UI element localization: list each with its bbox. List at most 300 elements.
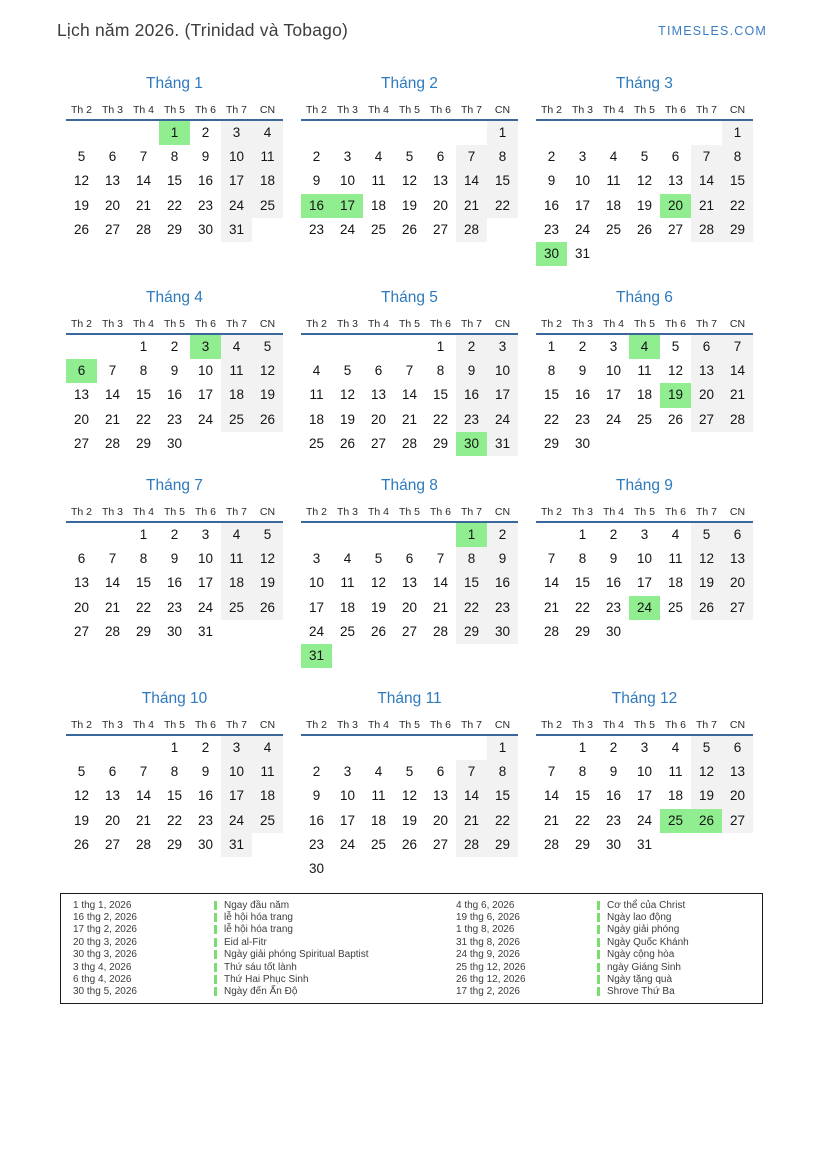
weekday-header: Th 4	[602, 104, 624, 116]
day-cell: 20	[73, 411, 90, 427]
day-cell: 1	[436, 339, 445, 354]
day-cell-empty	[456, 121, 487, 145]
day-cell-empty	[456, 644, 487, 668]
weekday-header: Th 3	[336, 318, 358, 330]
day-cell: 10	[339, 173, 356, 189]
day-cell: 3	[640, 527, 649, 542]
weekday-header: Th 5	[163, 318, 185, 330]
weekday-header: Th 6	[664, 104, 686, 116]
day-cell: 3	[312, 551, 321, 567]
day-cell: 22	[487, 809, 518, 833]
weekday-header: CN	[259, 506, 276, 518]
weekday-header: Th 7	[695, 719, 717, 731]
day-cell: 16	[197, 173, 214, 189]
day-cell: 14	[543, 575, 560, 591]
day-cell-empty	[691, 432, 722, 456]
holiday-marker	[597, 963, 600, 972]
day-cell: 10	[339, 788, 356, 804]
day-cell: 28	[104, 623, 121, 639]
day-cell: 16	[456, 383, 487, 407]
holiday-marker	[597, 987, 600, 996]
day-cell: 16	[166, 575, 183, 591]
day-cell: 15	[166, 173, 183, 189]
day-cell: 6	[108, 764, 117, 780]
day-cell-empty	[221, 432, 252, 456]
day-cell: 24	[197, 599, 214, 615]
day-cell-empty	[487, 218, 518, 242]
day-cell: 4	[312, 363, 321, 379]
day-cell: 22	[574, 599, 591, 615]
weekday-header: Th 5	[633, 719, 655, 731]
day-cell: 20	[104, 197, 121, 213]
holiday-name: Ngày tặng quà	[607, 974, 673, 986]
weekday-header: Th 6	[664, 719, 686, 731]
day-cell: 13	[691, 359, 722, 383]
day-cell: 20	[691, 383, 722, 407]
weekday-header: CN	[494, 318, 511, 330]
month-title[interactable]: Tháng 6	[616, 289, 673, 306]
day-cell-empty	[598, 121, 629, 145]
holiday-name: Ngày đến Ấn Độ	[224, 986, 298, 998]
weekday-header: Th 2	[70, 318, 92, 330]
day-cell-empty	[332, 857, 363, 881]
day-cell: 7	[456, 145, 487, 169]
day-cell-empty	[487, 644, 518, 668]
day-cell: 12	[401, 173, 418, 189]
day-cell: 22	[166, 812, 183, 828]
day-cell: 10	[636, 764, 653, 780]
weekday-header: Th 2	[540, 104, 562, 116]
day-cell-empty	[332, 121, 363, 145]
day-cell: 31	[487, 432, 518, 456]
day-cell: 13	[401, 575, 418, 591]
day-cell-empty	[97, 523, 128, 547]
holiday-name: ngày Giáng Sinh	[607, 961, 681, 973]
day-cell: 28	[722, 408, 753, 432]
day-cell: 31	[221, 833, 252, 857]
day-cell: 25	[339, 623, 356, 639]
weekday-header: Th 4	[132, 506, 154, 518]
day-cell: 9	[609, 764, 618, 780]
day-cell-empty	[363, 335, 394, 359]
day-cell: 21	[135, 197, 152, 213]
day-cell: 7	[139, 149, 148, 165]
day-cell: 30	[197, 221, 214, 237]
day-cell: 2	[547, 149, 556, 165]
day-cell: 26	[370, 623, 387, 639]
weekday-header: Th 3	[101, 318, 123, 330]
day-cell: 12	[370, 575, 387, 591]
day-cell: 23	[605, 812, 622, 828]
day-cell-empty	[691, 833, 722, 857]
weekday-header: Th 6	[194, 104, 216, 116]
day-cell: 30	[308, 860, 325, 876]
weekday-header: Th 5	[633, 506, 655, 518]
day-cell: 18	[370, 197, 387, 213]
holiday-marker	[214, 987, 217, 996]
day-cell: 11	[252, 760, 283, 784]
day-cell: 18	[339, 599, 356, 615]
day-cell: 21	[722, 383, 753, 407]
weekday-header: Th 5	[398, 506, 420, 518]
page-title: Lịch năm 2026. (Trinidad và Tobago)	[57, 20, 349, 40]
day-cell-empty	[722, 833, 753, 857]
day-cell: 27	[370, 435, 387, 451]
weekday-header: Th 4	[602, 719, 624, 731]
day-cell: 11	[668, 764, 683, 780]
weekday-header: CN	[259, 104, 276, 116]
day-cell: 27	[401, 623, 418, 639]
holiday-name: Thứ Hai Phục Sinh	[224, 974, 309, 986]
day-cell: 26	[73, 221, 90, 237]
day-cell: 9	[487, 547, 518, 571]
day-cell: 24	[221, 809, 252, 833]
day-cell: 11	[371, 788, 386, 804]
day-cell: 30	[456, 432, 487, 456]
month-title[interactable]: Tháng 4	[146, 289, 203, 306]
day-cell-empty	[363, 523, 394, 547]
holiday-marker	[597, 938, 600, 947]
day-cell: 12	[339, 387, 356, 403]
month-block-2	[301, 75, 518, 242]
day-cell: 17	[221, 784, 252, 808]
weekday-header: CN	[729, 506, 746, 518]
day-cell: 28	[543, 836, 560, 852]
weekday-header: Th 4	[132, 104, 154, 116]
day-cell: 10	[221, 145, 252, 169]
day-cell: 5	[691, 523, 722, 547]
weekday-header: Th 4	[367, 719, 389, 731]
legend-entry	[456, 949, 689, 961]
holiday-date: 1 thg 8, 2026	[456, 924, 515, 936]
day-cell: 8	[436, 363, 445, 379]
weekday-header: Th 7	[695, 506, 717, 518]
holiday-date: 3 thg 4, 2026	[73, 961, 132, 973]
day-cell: 26	[636, 221, 653, 237]
day-cell: 7	[108, 363, 117, 379]
weekday-header: Th 3	[571, 719, 593, 731]
day-cell: 29	[432, 435, 449, 451]
day-cell: 6	[722, 736, 753, 760]
month-title[interactable]: Tháng 11	[377, 690, 442, 707]
day-cell: 25	[370, 221, 387, 237]
day-cell: 19	[636, 197, 653, 213]
weekday-header: Th 2	[540, 719, 562, 731]
day-cell-empty	[332, 523, 363, 547]
holiday-date: 24 thg 9, 2026	[456, 949, 520, 961]
day-cell: 22	[432, 411, 449, 427]
day-cell: 6	[374, 363, 383, 379]
day-cell-empty	[660, 121, 691, 145]
day-cell: 14	[543, 788, 560, 804]
day-cell: 19	[252, 571, 283, 595]
day-cell: 16	[197, 788, 214, 804]
day-cell: 17	[636, 788, 653, 804]
day-cell: 23	[456, 408, 487, 432]
day-cell: 14	[456, 784, 487, 808]
day-cell: 3	[578, 149, 587, 165]
day-cell: 12	[691, 547, 722, 571]
day-cell: 25	[667, 599, 684, 615]
day-cell: 12	[667, 363, 684, 379]
weekday-header: CN	[729, 318, 746, 330]
legend-entry	[73, 949, 369, 961]
day-cell-empty	[691, 242, 722, 266]
day-cell: 16	[487, 571, 518, 595]
day-cell: 21	[543, 599, 560, 615]
legend-entry	[456, 899, 689, 911]
weekday-header: Th 6	[429, 318, 451, 330]
month-title[interactable]: Tháng 1	[146, 75, 203, 92]
weekday-header: Th 4	[367, 318, 389, 330]
day-cell: 13	[104, 788, 121, 804]
weekday-header: Th 7	[460, 506, 482, 518]
weekday-header: Th 5	[163, 506, 185, 518]
holiday-date: 6 thg 4, 2026	[73, 974, 132, 986]
holiday-name: Ngày Quốc Khánh	[607, 936, 689, 948]
holiday-date: 25 thg 12, 2026	[456, 961, 526, 973]
weekday-header: Th 7	[460, 719, 482, 731]
legend-entry	[73, 911, 369, 923]
day-cell: 25	[605, 221, 622, 237]
day-cell: 25	[252, 194, 283, 218]
day-cell: 31	[636, 836, 653, 852]
day-cell: 25	[221, 408, 252, 432]
day-cell-empty	[66, 335, 97, 359]
day-cell-empty	[536, 523, 567, 547]
weekday-header: CN	[729, 719, 746, 731]
day-cell: 2	[609, 740, 618, 755]
weekday-header: Th 2	[70, 104, 92, 116]
day-cell-empty	[252, 833, 283, 857]
day-cell: 22	[543, 411, 560, 427]
day-cell: 20	[104, 812, 121, 828]
day-cell: 19	[73, 812, 90, 828]
legend-entry	[73, 973, 369, 985]
day-cell: 24	[339, 836, 356, 852]
day-cell: 26	[401, 836, 418, 852]
day-cell: 30	[166, 435, 183, 451]
month-title[interactable]: Tháng 10	[141, 690, 208, 707]
day-cell: 27	[432, 836, 449, 852]
month-title[interactable]: Tháng 2	[381, 75, 438, 92]
day-cell: 16	[308, 812, 325, 828]
day-cell: 24	[197, 411, 214, 427]
day-cell-empty	[252, 218, 283, 242]
day-cell: 4	[252, 121, 283, 145]
day-cell-empty	[66, 523, 97, 547]
day-cell: 18	[605, 197, 622, 213]
day-cell: 30	[605, 623, 622, 639]
weekday-header: Th 3	[101, 719, 123, 731]
day-cell: 7	[722, 335, 753, 359]
holiday-date: 30 thg 3, 2026	[73, 949, 137, 961]
holiday-date: 17 thg 2, 2026	[456, 986, 520, 998]
day-cell: 9	[312, 173, 321, 189]
day-cell: 12	[73, 173, 90, 189]
holiday-marker	[214, 925, 217, 934]
day-cell: 18	[252, 169, 283, 193]
day-cell-empty	[629, 121, 660, 145]
legend-entry	[73, 924, 369, 936]
month-title[interactable]: Tháng 8	[381, 477, 438, 494]
day-cell: 24	[636, 812, 653, 828]
day-cell: 13	[73, 575, 90, 591]
day-cell: 11	[637, 363, 652, 379]
day-cell: 14	[722, 359, 753, 383]
day-cell: 29	[574, 836, 591, 852]
day-cell: 7	[405, 363, 414, 379]
day-cell: 4	[609, 149, 618, 165]
holiday-name: Ngay đầu năm	[224, 899, 290, 911]
day-cell: 2	[456, 335, 487, 359]
day-cell: 18	[370, 812, 387, 828]
day-cell: 28	[135, 836, 152, 852]
day-cell: 20	[370, 411, 387, 427]
weekday-header: Th 6	[194, 506, 216, 518]
day-cell-empty	[722, 620, 753, 644]
day-cell: 25	[308, 435, 325, 451]
day-cell: 13	[370, 387, 387, 403]
day-cell: 14	[104, 387, 121, 403]
holiday-date: 16 thg 2, 2026	[73, 912, 137, 924]
day-cell: 24	[605, 411, 622, 427]
day-cell: 30	[487, 620, 518, 644]
day-cell: 13	[667, 173, 684, 189]
day-cell: 26	[339, 435, 356, 451]
day-cell: 18	[308, 411, 325, 427]
day-cell: 13	[722, 547, 753, 571]
day-cell: 17	[197, 575, 214, 591]
weekday-header: Th 4	[132, 318, 154, 330]
day-cell: 22	[487, 194, 518, 218]
day-cell-empty	[363, 857, 394, 881]
day-cell-empty	[363, 121, 394, 145]
day-cell: 3	[201, 527, 210, 542]
day-cell: 21	[691, 194, 722, 218]
month-block-10	[66, 690, 283, 857]
month-title[interactable]: Tháng 7	[146, 477, 203, 494]
day-cell: 4	[221, 523, 252, 547]
day-cell-empty	[97, 335, 128, 359]
day-cell: 8	[170, 764, 179, 780]
weekday-header: Th 4	[132, 719, 154, 731]
day-cell: 20	[660, 194, 691, 218]
weekday-header: Th 2	[540, 506, 562, 518]
day-cell: 1	[170, 740, 179, 755]
day-cell: 24	[339, 221, 356, 237]
day-cell-empty	[363, 736, 394, 760]
holiday-name: lễ hội hóa trang	[224, 912, 293, 924]
weekday-header: Th 5	[398, 318, 420, 330]
day-cell: 17	[221, 169, 252, 193]
day-cell: 8	[139, 551, 148, 567]
day-cell: 17	[636, 575, 653, 591]
month-block-8	[301, 477, 518, 668]
day-cell: 8	[456, 547, 487, 571]
weekday-header: Th 2	[305, 104, 327, 116]
day-cell: 7	[547, 551, 556, 567]
day-cell: 18	[252, 784, 283, 808]
day-cell: 30	[536, 242, 567, 266]
weekday-header: Th 2	[70, 719, 92, 731]
day-cell: 21	[543, 812, 560, 828]
month-title[interactable]: Tháng 5	[381, 289, 438, 306]
day-cell: 8	[487, 145, 518, 169]
day-cell-empty	[629, 242, 660, 266]
weekday-header: CN	[494, 506, 511, 518]
month-block-1	[66, 75, 283, 242]
month-title[interactable]: Tháng 9	[616, 477, 673, 494]
day-cell-empty	[536, 736, 567, 760]
legend-entry	[456, 973, 689, 985]
weekday-header: CN	[494, 104, 511, 116]
legend-column-left	[73, 899, 369, 998]
day-cell: 26	[73, 836, 90, 852]
day-cell-empty	[394, 736, 425, 760]
day-cell: 1	[139, 527, 148, 542]
day-cell: 11	[371, 173, 386, 189]
month-block-11	[301, 690, 518, 881]
holiday-marker	[214, 975, 217, 984]
holiday-marker	[597, 925, 600, 934]
weekday-header: Th 5	[163, 104, 185, 116]
day-cell: 8	[578, 551, 587, 567]
day-cell: 2	[578, 339, 587, 354]
day-cell: 6	[691, 335, 722, 359]
day-cell: 16	[574, 387, 591, 403]
day-cell-empty	[190, 432, 221, 456]
weekday-header: Th 6	[664, 318, 686, 330]
holiday-name: Ngày cộng hòa	[607, 949, 675, 961]
day-cell-empty	[97, 121, 128, 145]
day-cell: 9	[170, 363, 179, 379]
weekday-header: Th 7	[225, 719, 247, 731]
day-cell-empty	[660, 620, 691, 644]
day-cell: 15	[135, 387, 152, 403]
day-cell: 2	[312, 149, 321, 165]
day-cell: 28	[401, 435, 418, 451]
month-title[interactable]: Tháng 3	[616, 75, 673, 92]
day-cell: 15	[722, 169, 753, 193]
day-cell-empty	[394, 644, 425, 668]
weekday-header: Th 3	[336, 506, 358, 518]
day-cell: 17	[574, 197, 591, 213]
holiday-marker	[214, 938, 217, 947]
holiday-date: 26 thg 12, 2026	[456, 974, 526, 986]
day-cell: 11	[606, 173, 621, 189]
month-block-9	[536, 477, 753, 644]
day-cell: 2	[170, 339, 179, 354]
day-cell: 25	[370, 836, 387, 852]
site-logo-link[interactable]: TIMESLES.COM	[658, 24, 767, 38]
day-cell: 27	[73, 623, 90, 639]
day-cell: 14	[432, 575, 449, 591]
day-cell-empty	[722, 432, 753, 456]
day-cell: 29	[456, 620, 487, 644]
month-title[interactable]: Tháng 12	[611, 690, 678, 707]
day-cell: 16	[166, 387, 183, 403]
day-cell: 5	[252, 523, 283, 547]
day-cell: 16	[301, 194, 332, 218]
day-cell: 1	[139, 339, 148, 354]
day-cell: 15	[487, 784, 518, 808]
day-cell: 11	[340, 575, 355, 591]
day-cell: 21	[104, 599, 121, 615]
day-cell: 19	[660, 383, 691, 407]
day-cell: 10	[574, 173, 591, 189]
day-cell-empty	[128, 736, 159, 760]
